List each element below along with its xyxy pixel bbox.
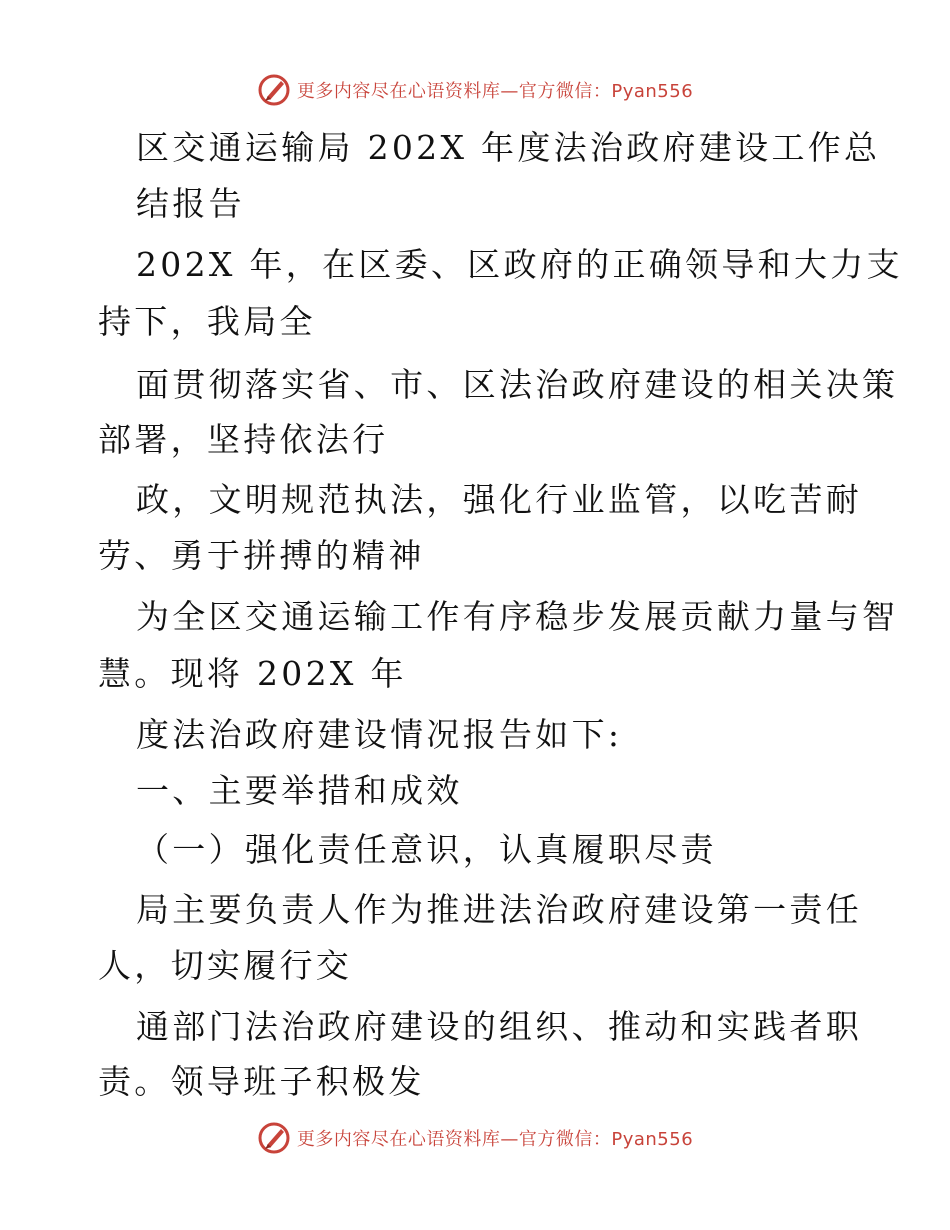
text-line: 202X 年，在区委、区政府的正确领导和大力支 [136,245,903,284]
text-line: 政，文明规范执法，强化行业监管，以吃苦耐 [136,480,862,519]
brush-pen-logo-icon [257,73,291,107]
watermark-text: 更多内容尽在心语资料库—官方微信：Pyan556 [296,81,694,102]
text-line: 部署，坚持依法行 [98,420,389,459]
watermark-text: 更多内容尽在心语资料库—官方微信：Pyan556 [296,1129,694,1150]
text-line: 通部门法治政府建设的组织、推动和实践者职 [136,1007,862,1046]
text-line: 面贯彻落实省、市、区法治政府建设的相关决策 [136,365,899,404]
brush-pen-logo-icon [257,1121,291,1155]
subsection-heading: （一）强化责任意识，认真履职尽责 [136,830,717,869]
text-line: 责。领导班子积极发 [98,1062,425,1101]
text-line: 持下，我局全 [98,302,316,341]
header-watermark [0,70,950,110]
text-line: 局主要负责人作为推进法治政府建设第一责任 [136,890,862,929]
text-line: 结报告 [136,184,245,223]
text-line: 区交通运输局 202X 年度法治政府建设工作总 [136,128,881,167]
footer-watermark [0,1118,950,1158]
text-line: 劳、勇于拼搏的精神 [98,536,425,575]
text-line: 度法治政府建设情况报告如下: [136,715,623,754]
text-line: 慧。现将 202X 年 [98,654,407,693]
section-heading: 一、主要举措和成效 [136,771,463,810]
text-line: 人，切实履行交 [98,946,353,985]
text-line: 为全区交通运输工作有序稳步发展贡献力量与智 [136,597,899,636]
